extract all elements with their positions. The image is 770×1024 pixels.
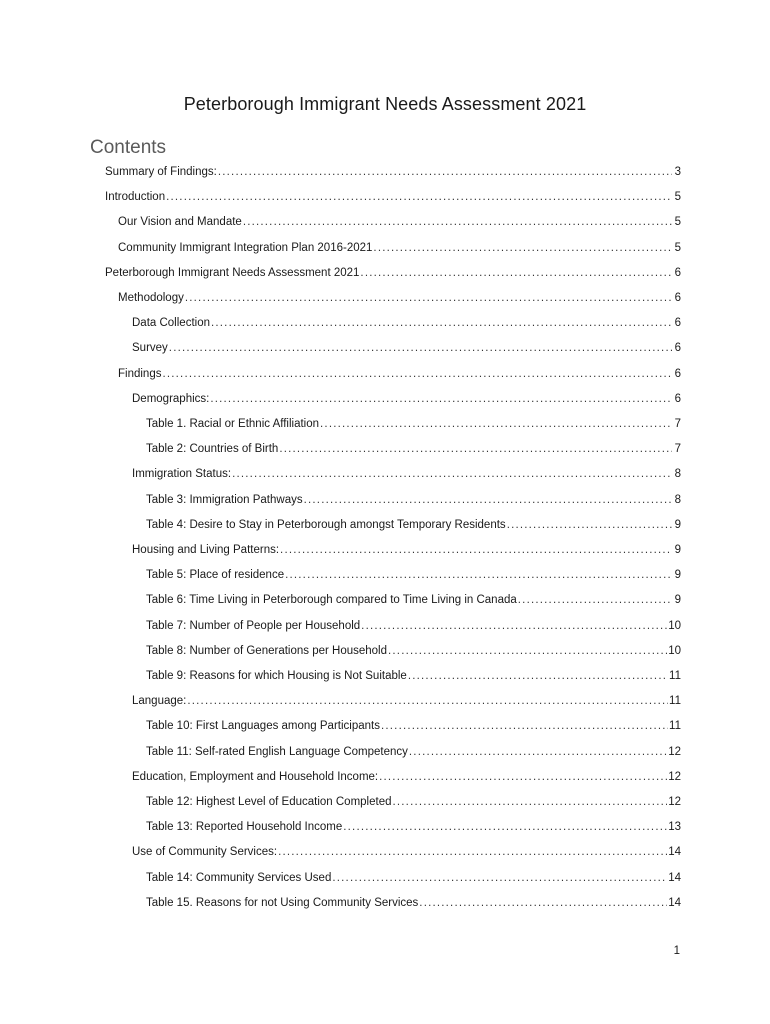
toc-entry[interactable]	[146, 894, 681, 912]
toc-entry-page: 9	[674, 544, 681, 556]
toc-entry-page: 12	[668, 770, 681, 783]
toc-entry-label: Data Collection	[132, 317, 210, 330]
toc-entry-page: 6	[674, 367, 681, 380]
toc-entry-label: Survey	[132, 342, 168, 355]
toc-dot-leader	[379, 768, 667, 786]
toc-entry-page: 6	[674, 342, 681, 355]
toc-dot-leader	[232, 465, 672, 483]
toc-entry[interactable]	[118, 365, 681, 383]
toc-entry-page: 12	[668, 745, 681, 758]
toc-entry-page: 3	[674, 166, 681, 178]
toc-entry[interactable]	[146, 818, 681, 836]
toc-dot-leader	[211, 314, 672, 332]
toc-entry[interactable]	[146, 491, 681, 509]
toc-dot-leader	[162, 365, 672, 383]
toc-entry[interactable]	[146, 591, 681, 609]
toc-dot-leader	[169, 339, 672, 357]
toc-entry[interactable]	[132, 314, 681, 332]
toc-entry-label: Table 9: Reasons for which Housing is Not Suitable	[146, 670, 407, 682]
contents-heading: Contents	[90, 137, 167, 158]
toc-entry-label: Peterborough Immigrant Needs Assessment 2021	[105, 266, 360, 279]
toc-entry[interactable]	[118, 213, 681, 231]
toc-entry[interactable]	[132, 390, 681, 408]
toc-entry[interactable]	[105, 163, 681, 181]
toc-entry-label: Use of Community Services:	[132, 846, 278, 859]
toc-entry-page: 10	[668, 644, 681, 657]
toc-entry-page: 6	[674, 317, 681, 330]
toc-dot-leader	[285, 566, 672, 584]
toc-dot-leader	[419, 894, 667, 912]
toc-entry[interactable]	[146, 717, 681, 735]
toc-entry-page: 9	[674, 569, 681, 582]
toc-dot-leader	[304, 491, 672, 509]
toc-dot-leader	[361, 617, 667, 635]
toc-entry-label: Summary of Findings:	[105, 166, 217, 178]
toc-dot-leader	[343, 818, 667, 836]
toc-entry[interactable]	[132, 465, 681, 483]
toc-dot-leader	[320, 415, 672, 433]
toc-entry-page: 9	[674, 518, 681, 531]
toc-entry-page: 8	[674, 493, 681, 506]
toc-entry-page: 14	[668, 871, 681, 884]
toc-entry-label: Table 11: Self-rated English Language Competency	[146, 745, 408, 758]
toc-dot-leader	[381, 717, 668, 735]
toc-dot-leader	[409, 743, 667, 761]
toc-entry-label: Table 15. Reasons for not Using Community Services	[146, 896, 419, 909]
toc-entry-label: Table 5: Place of residence	[146, 569, 285, 582]
toc-entry-label: Our Vision and Mandate	[118, 216, 242, 229]
toc-entry[interactable]	[146, 440, 681, 458]
toc-entry[interactable]	[146, 617, 681, 635]
toc-dot-leader	[360, 264, 672, 282]
toc-dot-leader	[243, 213, 672, 231]
toc-entry-page: 13	[668, 821, 681, 834]
toc-entry-page: 5	[674, 191, 681, 204]
toc-entry-label: Immigration Status:	[132, 468, 232, 481]
toc-entry-label: Language:	[132, 695, 187, 708]
toc-entry-label: Table 4: Desire to Stay in Peterborough amongst Temporary Residents	[146, 518, 506, 531]
toc-dot-leader	[332, 869, 667, 887]
toc-entry-label: Table 3: Immigration Pathways	[146, 493, 303, 506]
toc-entry-page: 7	[674, 443, 681, 456]
toc-entry-page: 5	[674, 216, 681, 229]
toc-entry-label: Housing and Living Patterns:	[132, 544, 280, 556]
toc-entry-label: Table 12: Highest Level of Education Completed	[146, 796, 392, 808]
toc-dot-leader	[373, 239, 672, 257]
toc-entry-page: 5	[674, 241, 681, 254]
toc-entry[interactable]	[146, 566, 681, 584]
toc-entry[interactable]	[146, 642, 681, 660]
toc-entry[interactable]	[146, 516, 681, 534]
toc-entry[interactable]	[146, 869, 681, 887]
toc-entry-label: Table 8: Number of Generations per Household	[146, 644, 388, 657]
toc-entry[interactable]	[132, 339, 681, 357]
toc-entry-label: Methodology	[118, 292, 184, 304]
toc-dot-leader	[507, 516, 672, 534]
toc-dot-leader	[280, 541, 672, 559]
toc-entry[interactable]	[146, 415, 681, 433]
toc-entry-page: 6	[674, 292, 681, 304]
toc-entry[interactable]	[118, 289, 681, 307]
toc-entry-label: Demographics:	[132, 392, 210, 405]
toc-entry[interactable]	[132, 541, 681, 559]
toc-dot-leader	[210, 390, 672, 408]
toc-entry-page: 6	[674, 266, 681, 279]
toc-dot-leader	[218, 163, 672, 181]
toc-dot-leader	[278, 843, 667, 861]
toc-entry-page: 11	[669, 720, 681, 733]
toc-entry[interactable]	[132, 843, 681, 861]
toc-entry[interactable]	[146, 667, 681, 685]
toc-entry-label: Table 13: Reported Household Income	[146, 821, 343, 834]
toc-dot-leader	[518, 591, 672, 609]
toc-entry-page: 8	[674, 468, 681, 481]
toc-dot-leader	[187, 692, 668, 710]
toc-entry-label: Introduction	[105, 191, 166, 204]
toc-entry-page: 14	[668, 896, 681, 909]
toc-entry-label: Table 2: Countries of Birth	[146, 443, 279, 456]
toc-entry-label: Table 10: First Languages among Participants	[146, 720, 380, 733]
toc-entry-label: Table 7: Number of People per Household	[146, 619, 361, 632]
toc-dot-leader	[388, 642, 667, 660]
toc-entry-page: 7	[674, 418, 681, 430]
document-title: Peterborough Immigrant Needs Assessment 2021	[183, 94, 587, 114]
toc-entry-label: Community Immigrant Integration Plan 2016-2021	[118, 241, 373, 254]
toc-entry-label: Table 14: Community Services Used	[146, 871, 332, 884]
toc-entry[interactable]	[146, 743, 681, 761]
toc-entry-label: Findings	[118, 367, 162, 380]
toc-entry[interactable]	[118, 239, 681, 257]
toc-dot-leader	[393, 793, 668, 811]
toc-dot-leader	[279, 440, 672, 458]
toc-dot-leader	[166, 188, 672, 206]
toc-entry-page: 9	[674, 594, 681, 607]
toc-entry[interactable]	[105, 264, 681, 282]
toc-entry-label: Table 1. Racial or Ethnic Affiliation	[146, 418, 320, 430]
toc-entry[interactable]	[132, 768, 681, 786]
toc-entry-label: Education, Employment and Household Income:	[132, 770, 379, 783]
page-number: 1	[673, 945, 680, 957]
toc-entry-page: 12	[668, 796, 681, 808]
toc-entry-page: 11	[669, 695, 681, 708]
toc-entry[interactable]	[132, 692, 681, 710]
toc-entry[interactable]	[146, 793, 681, 811]
toc-entry-page: 10	[668, 619, 681, 632]
toc-dot-leader	[185, 289, 672, 307]
toc-entry-page: 14	[668, 846, 681, 859]
toc-entry-page: 6	[674, 392, 681, 405]
toc-entry-label: Table 6: Time Living in Peterborough compared to Time Living in Canada	[146, 594, 517, 607]
toc-entry[interactable]	[105, 188, 681, 206]
toc-entry-page: 11	[669, 670, 681, 682]
toc-dot-leader	[408, 667, 668, 685]
